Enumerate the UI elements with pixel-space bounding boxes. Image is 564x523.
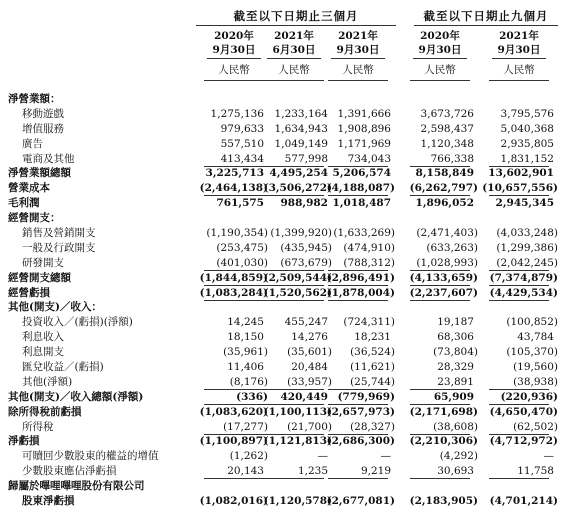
cell-value: 1,018,487	[332, 197, 391, 210]
column-date: 9月30日	[497, 44, 541, 56]
table-row	[0, 107, 564, 122]
cell-value: (435,945)	[280, 241, 332, 254]
cell-value: (7,374,879)	[489, 271, 558, 284]
cell-value: (1,082,016)	[199, 495, 268, 508]
cell-value: 455,247	[284, 316, 328, 329]
cell-value: (401,030)	[216, 256, 268, 269]
table-row	[0, 226, 564, 241]
cell-value: (1,121,813)	[263, 435, 332, 448]
three-months-header-rule	[196, 25, 396, 26]
cell-value: (2,896,491)	[326, 271, 395, 284]
cell-value: (474,910)	[343, 241, 395, 254]
cell-value: (220,936)	[500, 390, 558, 403]
unit-rule	[410, 80, 470, 81]
cell-value: (2,657,973)	[326, 405, 395, 418]
cell-value: 68,306	[437, 331, 474, 344]
cell-value: (788,312)	[343, 256, 395, 269]
cell-value: 1,120,348	[420, 137, 474, 150]
column-unit: 人民幣	[342, 64, 374, 76]
unit-rule	[204, 80, 264, 81]
row-label: 所得稅	[22, 420, 54, 433]
row-label: 歸屬於嗶哩嗶哩股份有限公司	[8, 480, 145, 493]
column-year: 2020年	[420, 30, 460, 42]
cell-value: 1,391,666	[337, 107, 391, 120]
row-label: 電商及其他	[22, 152, 75, 165]
cell-value: (4,429,534)	[489, 286, 558, 299]
cell-value: (2,042,245)	[496, 256, 558, 269]
row-label: 研發開支	[22, 256, 64, 269]
cell-value: 1,634,943	[274, 122, 328, 135]
cell-value: (4,033,248)	[496, 227, 558, 240]
table-row	[0, 300, 564, 315]
cell-value: 13,602,901	[488, 167, 554, 180]
column-date: 9月30日	[212, 44, 256, 56]
row-label: 利息開支	[22, 346, 64, 359]
cell-value: (1,190,354)	[206, 227, 268, 240]
cell-value: 420,449	[280, 390, 328, 403]
table-row	[0, 181, 564, 196]
cell-value: (35,601)	[287, 346, 332, 359]
cell-value: (2,464,138)	[199, 182, 268, 195]
cell-value: 65,909	[433, 390, 474, 403]
table-row	[0, 211, 564, 226]
cell-value: (4,188,087)	[326, 182, 395, 195]
cell-value: (10,657,556)	[482, 182, 558, 195]
cell-value: 20,143	[227, 465, 264, 478]
cell-value: (1,878,004)	[326, 286, 395, 299]
row-label: 除所得稅前虧損	[8, 405, 82, 418]
cell-value: 3,795,576	[500, 107, 554, 120]
cell-value: 766,338	[430, 152, 474, 165]
column-year: 2021年	[274, 30, 314, 42]
cell-value: (28,327)	[350, 420, 395, 433]
column-header-rule	[267, 58, 321, 59]
cell-value: (3,506,272)	[263, 182, 332, 195]
cell-value: 3,673,726	[420, 107, 474, 120]
table-row	[0, 405, 564, 420]
cell-value: (2,183,905)	[409, 495, 478, 508]
table-row	[0, 122, 564, 137]
table-row	[0, 92, 564, 107]
cell-value: (4,133,659)	[409, 271, 478, 284]
cell-value: (38,938)	[513, 375, 558, 388]
cell-value: 11,758	[517, 465, 554, 478]
cell-value: 23,891	[437, 375, 474, 388]
table-row	[0, 330, 564, 345]
column-date: 9月30日	[418, 44, 462, 56]
table-row	[0, 434, 564, 449]
table-row	[0, 286, 564, 301]
cell-value: 1,831,152	[500, 152, 554, 165]
cell-value: 1,233,164	[274, 107, 328, 120]
column-header-rule	[413, 58, 467, 59]
column-unit: 人民幣	[503, 64, 535, 76]
cell-value: 30,693	[437, 465, 474, 478]
table-row	[0, 241, 564, 256]
table-row	[0, 494, 564, 509]
row-label: 投資收入／(虧損)(淨額)	[22, 316, 133, 329]
cell-value: 1,049,149	[274, 137, 328, 150]
cell-value: 3,225,713	[205, 167, 264, 180]
row-label: 少數股東應佔淨虧損	[22, 465, 117, 478]
cell-value: —	[543, 450, 554, 463]
cell-value: 1,896,052	[415, 197, 474, 210]
cell-value: 11,406	[227, 361, 264, 374]
cell-value: 1,235	[297, 465, 328, 478]
cell-value: (19,560)	[513, 361, 558, 374]
row-label: 增值服務	[22, 122, 64, 135]
column-header-2	[265, 29, 323, 57]
cell-value: 557,510	[220, 137, 264, 150]
cell-value: 14,245	[227, 316, 264, 329]
row-label: 可贖回少數股東的權益的增值	[22, 450, 159, 463]
cell-value: 18,150	[227, 331, 264, 344]
unit-rule	[264, 80, 324, 81]
table-row	[0, 345, 564, 360]
row-label: 其他(淨額)	[22, 375, 73, 388]
cell-value: 988,982	[280, 197, 328, 210]
cell-value: (11,621)	[350, 361, 395, 374]
cell-value: (1,299,386)	[496, 241, 558, 254]
cell-value: (105,370)	[506, 346, 558, 359]
cell-value: 1,275,136	[210, 107, 264, 120]
cell-value: (1,100,897)	[199, 435, 268, 448]
cell-value: (1,083,284)	[199, 286, 268, 299]
cell-value: 2,598,437	[420, 122, 474, 135]
column-header-4	[411, 29, 469, 57]
cell-value: 734,043	[347, 152, 391, 165]
cell-value: (1,028,993)	[416, 256, 478, 269]
unit-rule	[489, 80, 549, 81]
cell-value: 979,633	[220, 122, 264, 135]
cell-value: 9,219	[360, 465, 391, 478]
cell-value: (100,852)	[506, 316, 558, 329]
column-unit: 人民幣	[424, 64, 456, 76]
row-label: 經營虧損	[8, 286, 50, 299]
row-label: 移動遊戲	[22, 107, 64, 120]
cell-value: 8,158,849	[415, 167, 474, 180]
table-row	[0, 390, 564, 405]
table-row	[0, 479, 564, 494]
cell-value: 28,329	[437, 361, 474, 374]
table-row	[0, 464, 564, 479]
cell-value: —	[380, 450, 391, 463]
row-label: 利息收入	[22, 331, 64, 344]
cell-value: 1,171,969	[337, 137, 391, 150]
cell-value: (253,475)	[216, 241, 268, 254]
cell-value: (1,120,578)	[263, 495, 332, 508]
cell-value: 20,484	[291, 361, 328, 374]
row-label: 經營開支：	[8, 212, 61, 225]
column-year: 2020年	[214, 30, 254, 42]
row-label: 淨營業額總額	[8, 167, 71, 180]
row-label: 毛利潤	[8, 197, 40, 210]
table-row	[0, 449, 564, 464]
cell-value: (73,804)	[433, 346, 478, 359]
cell-value: (62,502)	[513, 420, 558, 433]
cell-value: (25,744)	[350, 375, 395, 388]
cell-value: (2,471,403)	[416, 227, 478, 240]
column-date: 6月30日	[272, 44, 316, 56]
column-header-rule	[207, 58, 261, 59]
cell-value: (1,399,920)	[270, 227, 332, 240]
row-label: 匯兌收益／(虧損)	[22, 361, 104, 374]
cell-value: (2,509,544)	[263, 271, 332, 284]
row-label: 其他(開支)／收入總額(淨額)	[8, 390, 144, 403]
column-year: 2021年	[499, 30, 539, 42]
table-row	[0, 152, 564, 167]
cell-value: —	[317, 450, 328, 463]
cell-value: (35,961)	[223, 346, 268, 359]
cell-value: 577,998	[284, 152, 328, 165]
table-row	[0, 375, 564, 390]
row-label: 其他(開支)／收入：	[8, 301, 102, 314]
table-row	[0, 166, 564, 181]
cell-value: (33,957)	[287, 375, 332, 388]
three-months-header: 截至以下日期止三個月	[233, 9, 359, 23]
cell-value: 2,935,805	[500, 137, 554, 150]
cell-value: (4,650,470)	[489, 405, 558, 418]
cell-value: (673,679)	[280, 256, 332, 269]
cell-value: 5,040,368	[500, 122, 554, 135]
cell-value: 4,495,254	[269, 167, 328, 180]
cell-value: (4,292)	[439, 450, 478, 463]
table-row	[0, 256, 564, 271]
cell-value: (633,263)	[426, 241, 478, 254]
row-label: 營業成本	[8, 182, 50, 195]
column-year: 2021年	[338, 30, 378, 42]
column-header-1	[205, 29, 263, 57]
income-statement-table	[0, 92, 564, 509]
cell-value: 761,575	[216, 197, 264, 210]
cell-value: (336)	[236, 390, 268, 403]
cell-value: (38,608)	[433, 420, 478, 433]
cell-value: (6,262,797)	[409, 182, 478, 195]
cell-value: 43,784	[517, 331, 554, 344]
table-row	[0, 360, 564, 375]
cell-value: (1,844,859)	[199, 271, 268, 284]
unit-rule	[328, 80, 388, 81]
cell-value: (1,100,113)	[263, 405, 332, 418]
row-label: 經營開支總額	[8, 271, 71, 284]
column-unit: 人民幣	[278, 64, 310, 76]
row-label: 淨虧損	[8, 435, 40, 448]
cell-value: (1,262)	[229, 450, 268, 463]
cell-value: 1,908,896	[337, 122, 391, 135]
column-header-3	[329, 29, 387, 57]
table-row	[0, 271, 564, 286]
cell-value: (2,686,300)	[326, 435, 395, 448]
cell-value: (21,700)	[287, 420, 332, 433]
column-header-5	[490, 29, 548, 57]
row-label: 股東淨虧損	[22, 495, 75, 508]
cell-value: (2,677,081)	[326, 495, 395, 508]
column-header-rule	[492, 58, 546, 59]
cell-value: (1,083,620)	[199, 405, 268, 418]
cell-value: (1,633,269)	[333, 227, 395, 240]
row-label: 一般及行政開支	[22, 241, 96, 254]
cell-value: (4,701,214)	[489, 495, 558, 508]
table-row	[0, 137, 564, 152]
table-row	[0, 420, 564, 435]
cell-value: (8,176)	[229, 375, 268, 388]
cell-value: 5,206,574	[332, 167, 391, 180]
cell-value: (4,712,972)	[489, 435, 558, 448]
cell-value: (2,171,698)	[409, 405, 478, 418]
cell-value: 2,945,345	[495, 197, 554, 210]
cell-value: (36,524)	[350, 346, 395, 359]
column-date: 9月30日	[336, 44, 380, 56]
cell-value: (2,210,306)	[409, 435, 478, 448]
nine-months-header-rule	[414, 25, 558, 26]
row-label: 廣告	[22, 137, 43, 150]
cell-value: 18,231	[354, 331, 391, 344]
cell-value: 14,276	[291, 331, 328, 344]
nine-months-header: 截至以下日期止九個月	[423, 9, 549, 23]
cell-value: (1,520,562)	[263, 286, 332, 299]
cell-value: (17,277)	[223, 420, 268, 433]
row-label: 銷售及營銷開支	[22, 227, 96, 240]
row-label: 淨營業額：	[8, 93, 61, 105]
table-row	[0, 315, 564, 330]
column-header-rule	[331, 58, 385, 59]
cell-value: 413,434	[220, 152, 264, 165]
table-row	[0, 196, 564, 211]
column-unit: 人民幣	[218, 64, 250, 76]
cell-value: (724,311)	[343, 316, 395, 329]
cell-value: (779,969)	[337, 390, 395, 403]
cell-value: (2,237,607)	[409, 286, 478, 299]
cell-value: 19,187	[437, 316, 474, 329]
